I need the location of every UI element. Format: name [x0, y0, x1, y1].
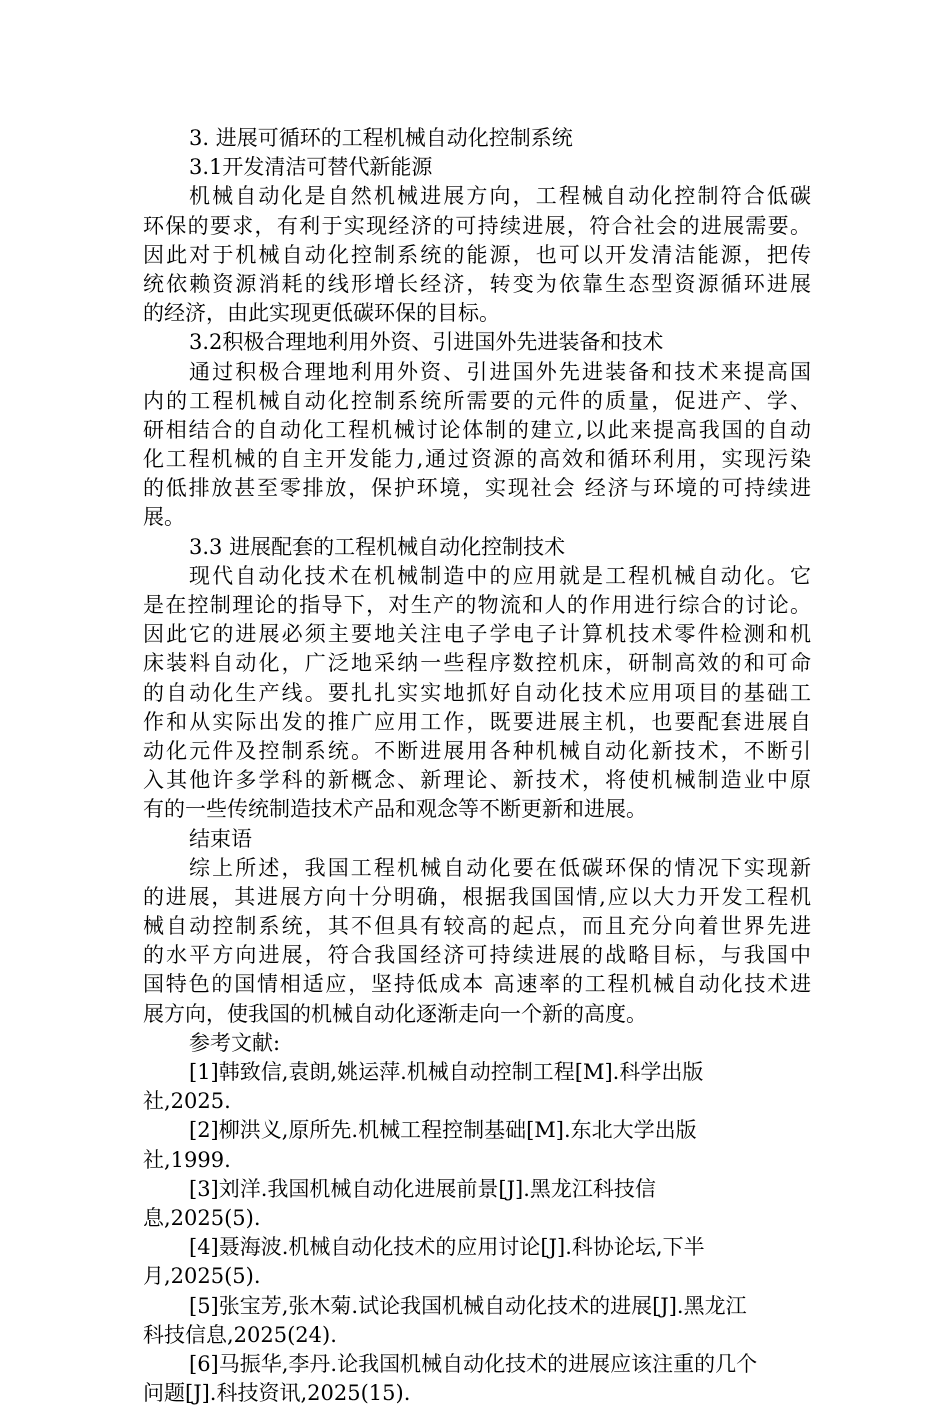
text-line: 械自动控制系统，其不但具有较高的起点，而且充分向着世界先进 [143, 914, 811, 939]
text-line: 化工程机械的自主开发能力,通过资源的高效和循环利用，实现污染 [143, 447, 811, 472]
reference-line: [4]聂海波.机械自动化技术的应用讨论[J].科协论坛,下半 [189, 1235, 705, 1260]
section-heading-3-3: 3.3 进展配套的工程机械自动化控制技术 [189, 534, 566, 559]
reference-line: 问题[J].科技资讯,2025(15). [143, 1381, 411, 1406]
text-line: 动化元件及控制系统。不断进展用各种机械自动化新技术，不断引 [143, 738, 811, 763]
paragraph-3-1 [143, 182, 811, 328]
text-line: 的水平方向进展，符合我国经济可持续进展的战略目标，与我国中 [143, 943, 811, 968]
reference-list [143, 1058, 811, 1408]
text-line: 环保的要求，有利于实现经济的可持续进展，符合社会的进展需要。 [143, 213, 811, 238]
section-heading-conclusion: 结束语 [189, 826, 252, 851]
document-body [143, 124, 811, 1408]
text-line: 因此它的进展必须主要地关注电子学电子计算机技术零件检测和机 [143, 622, 811, 647]
text-line: 有的一些传统制造技术产品和观念等不断更新和进展。 [143, 797, 647, 822]
text-line: 研相结合的自动化工程机械讨论体制的建立,以此来提高我国的自动 [143, 417, 811, 442]
reference-item [143, 1350, 811, 1408]
text-line: 展。 [143, 505, 185, 530]
reference-item [143, 1292, 811, 1350]
reference-item [143, 1116, 811, 1174]
section-heading-3: 3. 进展可循环的工程机械自动化控制系统 [189, 126, 573, 150]
reference-item [143, 1175, 811, 1233]
reference-line: 社,1999. [143, 1147, 231, 1172]
paragraph-conclusion [143, 854, 811, 1029]
reference-item [143, 1233, 811, 1291]
text-line: 因此对于机械自动化控制系统的能源，也可以开发清洁能源，把传 [143, 242, 811, 267]
text-line: 现代自动化技术在机械制造中的应用就是工程机械自动化。它 [189, 563, 811, 588]
text-line: 国特色的国情相适应，坚持低成本 高速率的工程机械自动化技术进 [143, 972, 811, 997]
reference-line: 科技信息,2025(24). [143, 1322, 337, 1347]
section-heading-references: 参考文献: [189, 1030, 281, 1055]
text-line: 床装料自动化，广泛地采纳一些程序数控机床，研制高效的和可命 [143, 651, 811, 676]
reference-line: [2]柳洪义,原所先.机械工程控制基础[M].东北大学出版 [189, 1118, 697, 1143]
reference-line: [5]张宝芳,张木菊.试论我国机械自动化技术的进展[J].黑龙江 [189, 1293, 747, 1318]
reference-line: [3]刘洋.我国机械自动化进展前景[J].黑龙江科技信 [189, 1176, 656, 1201]
text-line: 综上所述，我国工程机械自动化要在低碳环保的情况下实现新 [189, 855, 811, 880]
paragraph-3-2 [143, 358, 811, 533]
text-line: 的自动化生产线。要扎扎实实地抓好自动化技术应用项目的基础工 [143, 680, 811, 705]
text-line: 的进展，其进展方向十分明确，根据我国国情,应以大力开发工程机 [143, 884, 811, 909]
text-line: 的低排放甚至零排放，保护环境，实现社会 经济与环境的可持续进 [143, 476, 811, 501]
reference-line: 息,2025(5). [143, 1205, 261, 1230]
section-heading-3-1: 3.1开发清洁可替代新能源 [189, 155, 433, 180]
text-line: 展方向，使我国的机械自动化逐渐走向一个新的高度。 [143, 1001, 647, 1026]
paragraph-3-3 [143, 562, 811, 825]
text-line: 的经济，由此实现更低碳环保的目标。 [143, 301, 500, 326]
reference-line: 月,2025(5). [143, 1264, 261, 1289]
text-line: 入其他许多学科的新概念、新理论、新技术，将使机械制造业中原 [143, 768, 811, 793]
reference-line: [6]马振华,李丹.论我国机械自动化技术的进展应该注重的几个 [189, 1351, 758, 1376]
reference-item [143, 1058, 811, 1116]
text-line: 统依赖资源消耗的线形增长经济，转变为依靠生态型资源循环进展 [143, 271, 811, 296]
text-line: 机械自动化是自然机械进展方向，工程械自动化控制符合低碳 [189, 184, 811, 209]
reference-line: [1]韩致信,袁朗,姚运萍.机械自动控制工程[M].科学出版 [189, 1060, 704, 1084]
text-line: 通过积极合理地利用外资、引进国外先进装备和技术来提高国 [189, 359, 811, 384]
text-line: 内的工程机械自动化控制系统所需要的元件的质量，促进产、学、 [143, 388, 811, 413]
text-line: 是在控制理论的指导下，对生产的物流和人的作用进行综合的讨论。 [143, 593, 811, 617]
reference-line: 社,2025. [143, 1089, 231, 1114]
section-heading-3-2: 3.2积极合理地利用外资、引进国外先进装备和技术 [189, 330, 664, 355]
text-line: 作和从实际出发的推广应用工作，既要进展主机，也要配套进展自 [143, 709, 811, 734]
